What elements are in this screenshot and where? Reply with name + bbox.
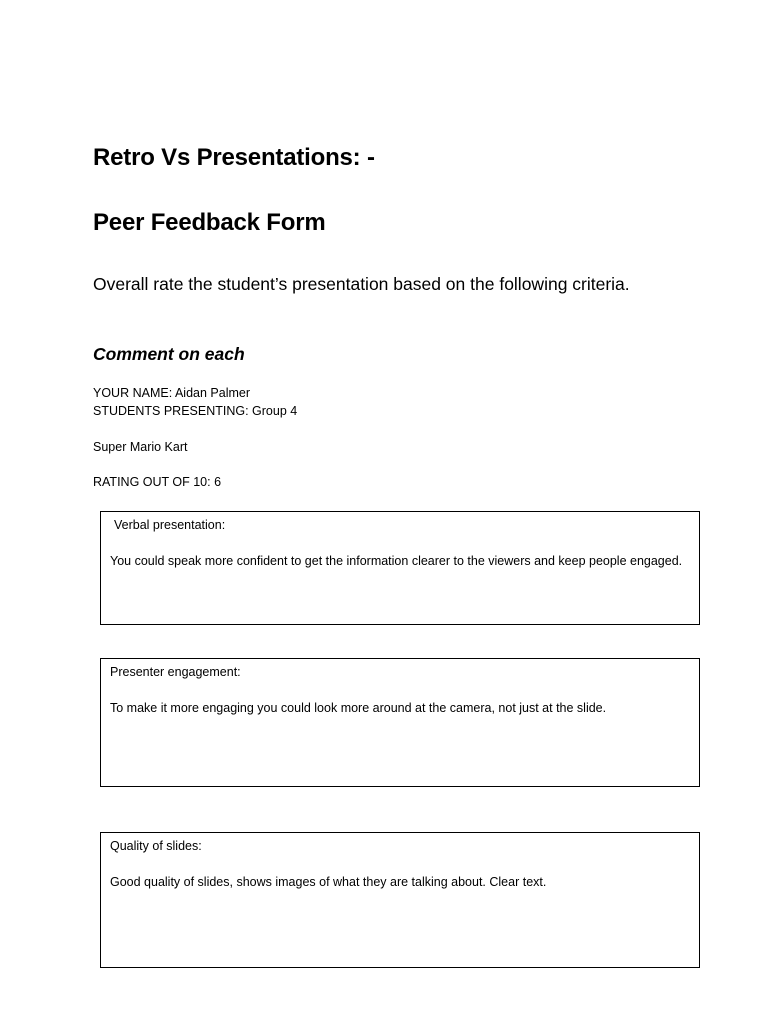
rating-line: RATING OUT OF 10: 6 (93, 475, 222, 489)
quality-of-slides-box (100, 832, 700, 968)
intro-text: Overall rate the student’s presentation based on the following criteria. (93, 274, 630, 294)
quality-of-slides-comment: Good quality of slides, shows images of what they are talking about. Clear text. (110, 875, 547, 889)
presenter-engagement-box (100, 658, 700, 787)
students-presenting-line: STUDENTS PRESENTING: Group 4 (93, 404, 298, 418)
form-subtitle: Peer Feedback Form (93, 209, 326, 236)
verbal-presentation-comment: You could speak more confident to get the information clearer to the viewers and keep people engaged. (110, 554, 683, 568)
comment-heading: Comment on each (93, 344, 245, 364)
presenter-engagement-comment: To make it more engaging you could look more around at the camera, not just at the slide. (110, 701, 607, 715)
your-name-line: YOUR NAME: Aidan Palmer (93, 386, 250, 400)
form-title: Retro Vs Presentations: - (93, 144, 375, 171)
quality-of-slides-heading: Quality of slides: (110, 839, 202, 853)
presenter-engagement-heading: Presenter engagement: (110, 665, 241, 679)
verbal-presentation-box (100, 511, 700, 625)
presentation-topic: Super Mario Kart (93, 440, 188, 454)
verbal-presentation-heading: Verbal presentation: (114, 518, 226, 532)
